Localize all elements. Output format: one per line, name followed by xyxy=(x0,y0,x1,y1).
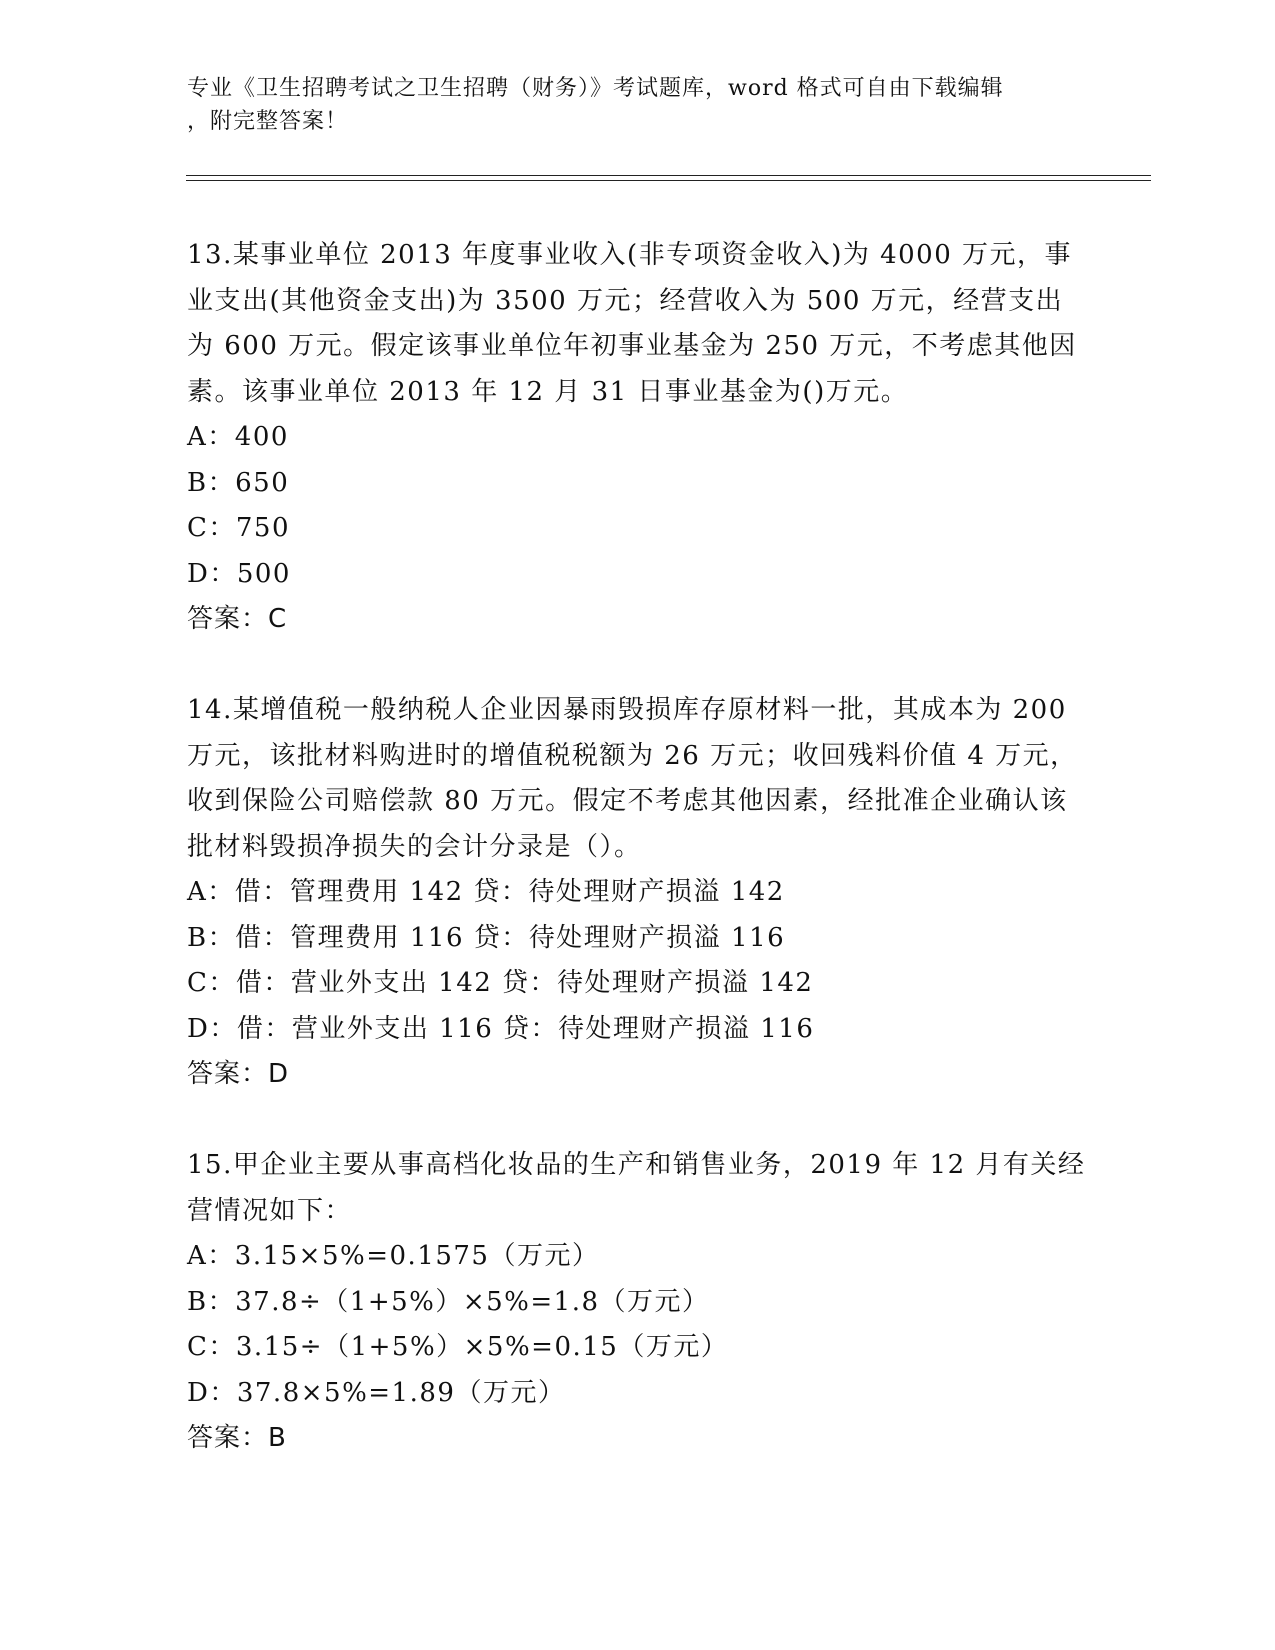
header-line-1: 专业《卫生招聘考试之卫生招聘（财务）》考试题库，word 格式可自由下载编辑 xyxy=(187,76,1004,101)
header-divider-top xyxy=(186,175,1151,176)
header-line-2: ，附完整答案！ xyxy=(187,109,349,134)
option-b: B：37.8÷（1+5%）×5%=1.8（万元） xyxy=(187,1286,710,1317)
option-d: D：500 xyxy=(187,558,291,589)
answer: 答案：B xyxy=(187,1423,287,1453)
question-13 xyxy=(187,233,1087,643)
question-text: 13.某事业单位 2013 年度事业收入(非专项资金收入)为 4000 万元，事业支出(其他资金支出)为 3500 万元；经营收入为 500 万元，经营支出为 600 万元。假定该事业单位年初事业基金为 250 万元，不考虑其他因素。该事业单位 2013 年 12 月 31 日事业基金为()万元。 xyxy=(187,240,1077,407)
header-divider-bottom xyxy=(186,180,1151,181)
option-b: B：650 xyxy=(187,467,290,498)
option-b: B：借：管理费用 116 贷：待处理财产损溢 116 xyxy=(187,922,786,953)
document-header xyxy=(187,72,1067,138)
option-c: C：借：营业外支出 142 贷：待处理财产损溢 142 xyxy=(187,968,814,998)
answer: 答案：D xyxy=(187,1059,290,1089)
option-a: A：借：管理费用 142 贷：待处理财产损溢 142 xyxy=(187,877,785,907)
option-c: C：750 xyxy=(187,513,291,543)
question-text: 15.甲企业主要从事高档化妆品的生产和销售业务，2019 年 12 月有关经营情况如下： xyxy=(187,1150,1086,1226)
option-a: A：3.15×5%=0.1575（万元） xyxy=(187,1241,600,1271)
option-d: D：借：营业外支出 116 贷：待处理财产损溢 116 xyxy=(187,1013,815,1044)
question-15 xyxy=(187,1143,1087,1462)
option-a: A：400 xyxy=(187,422,289,452)
question-14 xyxy=(187,688,1087,1098)
answer: 答案：C xyxy=(187,604,288,634)
option-c: C：3.15÷（1+5%）×5%=0.15（万元） xyxy=(187,1332,729,1362)
option-d: D：37.8×5%=1.89（万元） xyxy=(187,1377,566,1408)
question-text: 14.某增值税一般纳税人企业因暴雨毁损库存原材料一批，其成本为 200 万元，该批材料购进时的增值税税额为 26 万元；收回残料价值 4 万元，收到保险公司赔偿款 80 万元。假定不考虑其他因素，经批准企业确认该批材料毁损净损失的会计分录是（）。 xyxy=(187,695,1078,862)
